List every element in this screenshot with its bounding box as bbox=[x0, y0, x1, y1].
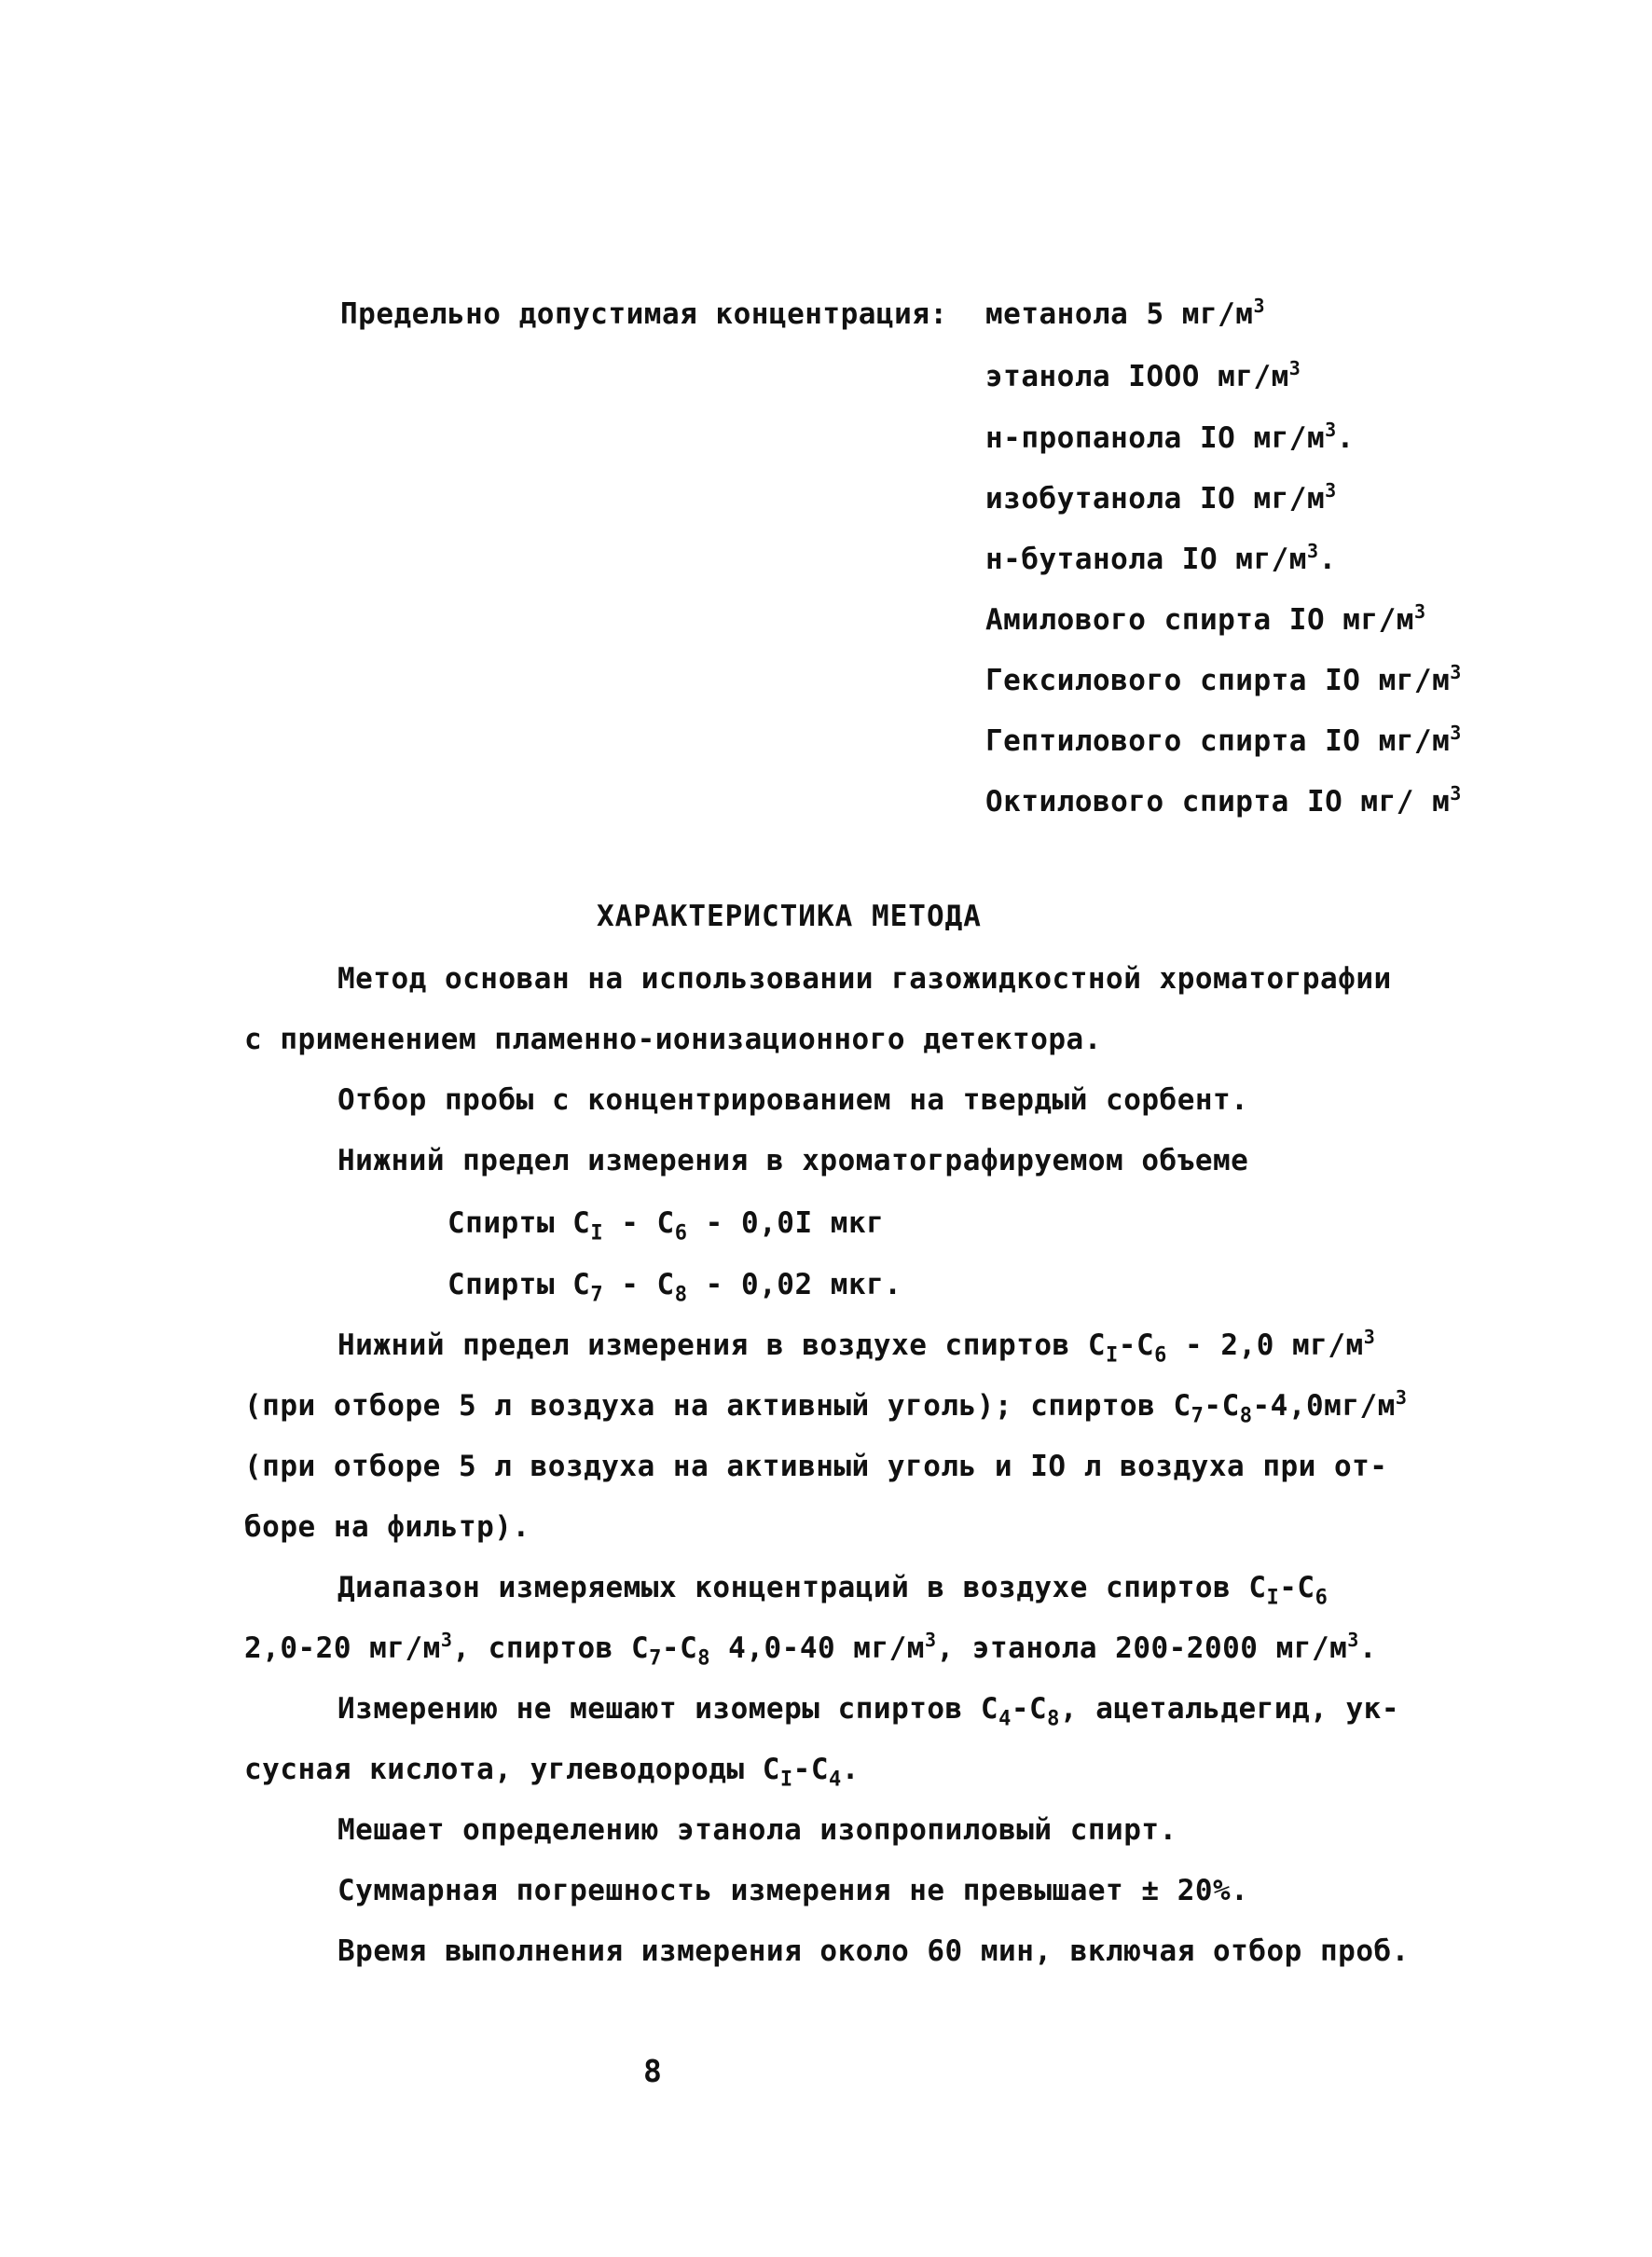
limit-c7-c8-post: - 0,02 мкг. bbox=[687, 1268, 902, 1301]
section-heading: ХАРАКТЕРИСТИКА МЕТОДА bbox=[597, 900, 982, 933]
limit-c1-c6-post: - 0,0I мкг bbox=[687, 1206, 885, 1240]
range-l1-mid: -С bbox=[1279, 1571, 1315, 1604]
pdk-isobutanol-sup: 3 bbox=[1325, 479, 1337, 502]
limit-c1-c6 bbox=[447, 1206, 885, 1245]
air-limit-l2-mid: -С bbox=[1204, 1389, 1240, 1423]
pdk-isobutanol bbox=[985, 479, 1337, 516]
range-l2-sup3: 3 bbox=[1347, 1629, 1359, 1651]
para-range-line2 bbox=[244, 1629, 1377, 1671]
interf-l1-sub1: 4 bbox=[998, 1707, 1012, 1731]
air-limit-l1-sup: 3 bbox=[1363, 1326, 1376, 1348]
para-interference-line1 bbox=[337, 1692, 1399, 1731]
limit-c1-c6-mid: - С bbox=[603, 1206, 675, 1240]
air-limit-l1-post: - 2,0 мг/м bbox=[1166, 1328, 1364, 1362]
para-isopropanol: Мешает определению этанола изопропиловый спирт. bbox=[337, 1813, 1177, 1847]
para-error: Суммарная погрешность измерения не превышает ± 20%. bbox=[337, 1874, 1249, 1907]
range-l2-sub2: 8 bbox=[697, 1646, 710, 1671]
air-limit-l1-sub2: 6 bbox=[1154, 1343, 1167, 1368]
range-l2-f: . bbox=[1358, 1631, 1377, 1665]
para-range-line1 bbox=[337, 1571, 1328, 1610]
limit-c7-c8-mid: - С bbox=[603, 1268, 675, 1301]
pdk-hexyl-sup: 3 bbox=[1450, 661, 1462, 683]
page-number: 8 bbox=[643, 2053, 663, 2089]
range-l2-a: 2,0-20 мг/м bbox=[244, 1631, 441, 1665]
air-limit-l2-pre: (при отборе 5 л воздуха на активный уголь); спиртов С bbox=[244, 1389, 1191, 1423]
range-l2-c: -С bbox=[661, 1631, 698, 1665]
limit-c1-c6-pre: Спирты С bbox=[447, 1206, 591, 1240]
air-limit-l2-post: -4,0мг/м bbox=[1252, 1389, 1396, 1423]
range-l2-sup2: 3 bbox=[924, 1629, 937, 1651]
para-method-line1: Метод основан на использовании газожидкостной хроматографии bbox=[337, 962, 1392, 996]
limit-c7-c8-sub1: 7 bbox=[590, 1283, 604, 1307]
air-limit-l2-sub2: 8 bbox=[1239, 1404, 1253, 1428]
interf-l2-sub1: I bbox=[779, 1768, 793, 1792]
air-limit-l2-sup: 3 bbox=[1395, 1386, 1408, 1409]
pdk-butanol: н-бутанола IO $мг/м^3$. bbox=[985, 540, 1337, 576]
interf-l1-mid: -С bbox=[1011, 1692, 1048, 1726]
pdk-propanol: н-пропанола IO $мг/м^3$. bbox=[985, 419, 1355, 455]
para-sampling: Отбор пробы с концентрированием на твердый сорбент. bbox=[337, 1083, 1249, 1117]
pdk-octyl bbox=[985, 782, 1462, 819]
range-l1-sub1: I bbox=[1266, 1586, 1280, 1610]
interf-l2-mid: -С bbox=[792, 1753, 829, 1786]
pdk-amyl bbox=[985, 600, 1426, 637]
para-air-limit-line4: боре на фильтр). bbox=[244, 1510, 530, 1544]
para-lower-limit: Нижний предел измерения в хроматографируемом объеме bbox=[337, 1144, 1249, 1177]
pdk-ethanol-text: этанола IOOO мг/м bbox=[985, 360, 1289, 393]
pdk-octyl-text: Октилового спирта IO мг/ м bbox=[985, 785, 1451, 819]
pdk-butanol-sup: 3 bbox=[1306, 540, 1319, 562]
interf-l2-post: . bbox=[841, 1753, 860, 1786]
interf-l1-sub2: 8 bbox=[1047, 1707, 1060, 1731]
para-air-limit-line2 bbox=[244, 1386, 1408, 1428]
pdk-propanol-text: н-пропанола IO мг/м bbox=[985, 421, 1326, 455]
limit-c1-c6-sub1: I bbox=[590, 1221, 604, 1245]
para-method-line2: с применением пламенно-ионизационного детектора. bbox=[244, 1023, 1102, 1056]
range-l1-pre: Диапазон измеряемых концентраций в воздухе спиртов С bbox=[337, 1571, 1267, 1604]
range-l2-b: , спиртов С bbox=[452, 1631, 650, 1665]
range-l2-e: , этанола 200-2000 мг/м bbox=[936, 1631, 1348, 1665]
pdk-heptyl bbox=[985, 722, 1462, 758]
interf-l2-pre: сусная кислота, углеводороды С bbox=[244, 1753, 780, 1786]
pdk-heptyl-text: Гептилового спирта IO мг/м bbox=[985, 724, 1451, 758]
pdk-isobutanol-text: изобутанола IO мг/м bbox=[985, 482, 1326, 516]
pdk-amyl-text: Амилового спирта IO мг/м bbox=[985, 603, 1414, 637]
air-limit-l1-mid: -С bbox=[1118, 1328, 1155, 1362]
pdk-heptyl-sup: 3 bbox=[1450, 722, 1462, 744]
air-limit-l1-sub1: I bbox=[1106, 1343, 1119, 1368]
pdk-hexyl bbox=[985, 661, 1462, 697]
air-limit-l1-pre: Нижний предел измерения в воздухе спиртов С bbox=[337, 1328, 1107, 1362]
range-l2-d: 4,0-40 мг/м bbox=[710, 1631, 925, 1665]
limit-c7-c8-sub2: 8 bbox=[674, 1283, 688, 1307]
range-l1-sub2: 6 bbox=[1315, 1586, 1328, 1610]
pdk-propanol-sup: 3 bbox=[1325, 419, 1337, 441]
interf-l2-sub2: 4 bbox=[829, 1768, 842, 1792]
para-interference-line2 bbox=[244, 1753, 860, 1792]
pdk-methanol-sup: 3 bbox=[1253, 295, 1266, 317]
range-l2-sub1: 7 bbox=[649, 1646, 662, 1671]
pdk-octyl-sup: 3 bbox=[1450, 782, 1462, 805]
pdk-ethanol bbox=[985, 357, 1301, 393]
pdk-ethanol-sup: 3 bbox=[1288, 357, 1301, 379]
pdk-hexyl-text: Гексилового спирта IO мг/м bbox=[985, 664, 1451, 697]
para-air-limit-line3: (при отборе 5 л воздуха на активный уголь и IO л воздуха при от- bbox=[244, 1450, 1388, 1483]
limit-c7-c8 bbox=[447, 1268, 902, 1307]
pdk-label bbox=[340, 297, 948, 331]
pdk-label-text: Предельно допустимая концентрация: bbox=[340, 297, 948, 331]
interf-l1-post: , ацетальдегид, ук- bbox=[1059, 1692, 1399, 1726]
para-air-limit-line1 bbox=[337, 1326, 1376, 1368]
limit-c7-c8-pre: Спирты С bbox=[447, 1268, 591, 1301]
pdk-methanol bbox=[985, 295, 1266, 331]
pdk-butanol-text: н-бутанола IO мг/м bbox=[985, 543, 1307, 576]
limit-c1-c6-sub2: 6 bbox=[674, 1221, 688, 1245]
para-duration: Время выполнения измерения около 60 мин, включая отбор проб. bbox=[337, 1934, 1410, 1968]
interf-l1-pre: Измерению не мешают изомеры спиртов С bbox=[337, 1692, 999, 1726]
pdk-methanol-text: метанола 5 мг/м bbox=[985, 297, 1254, 331]
air-limit-l2-sub1: 7 bbox=[1191, 1404, 1205, 1428]
pdk-amyl-sup: 3 bbox=[1413, 600, 1426, 623]
range-l2-sup1: 3 bbox=[440, 1629, 453, 1651]
